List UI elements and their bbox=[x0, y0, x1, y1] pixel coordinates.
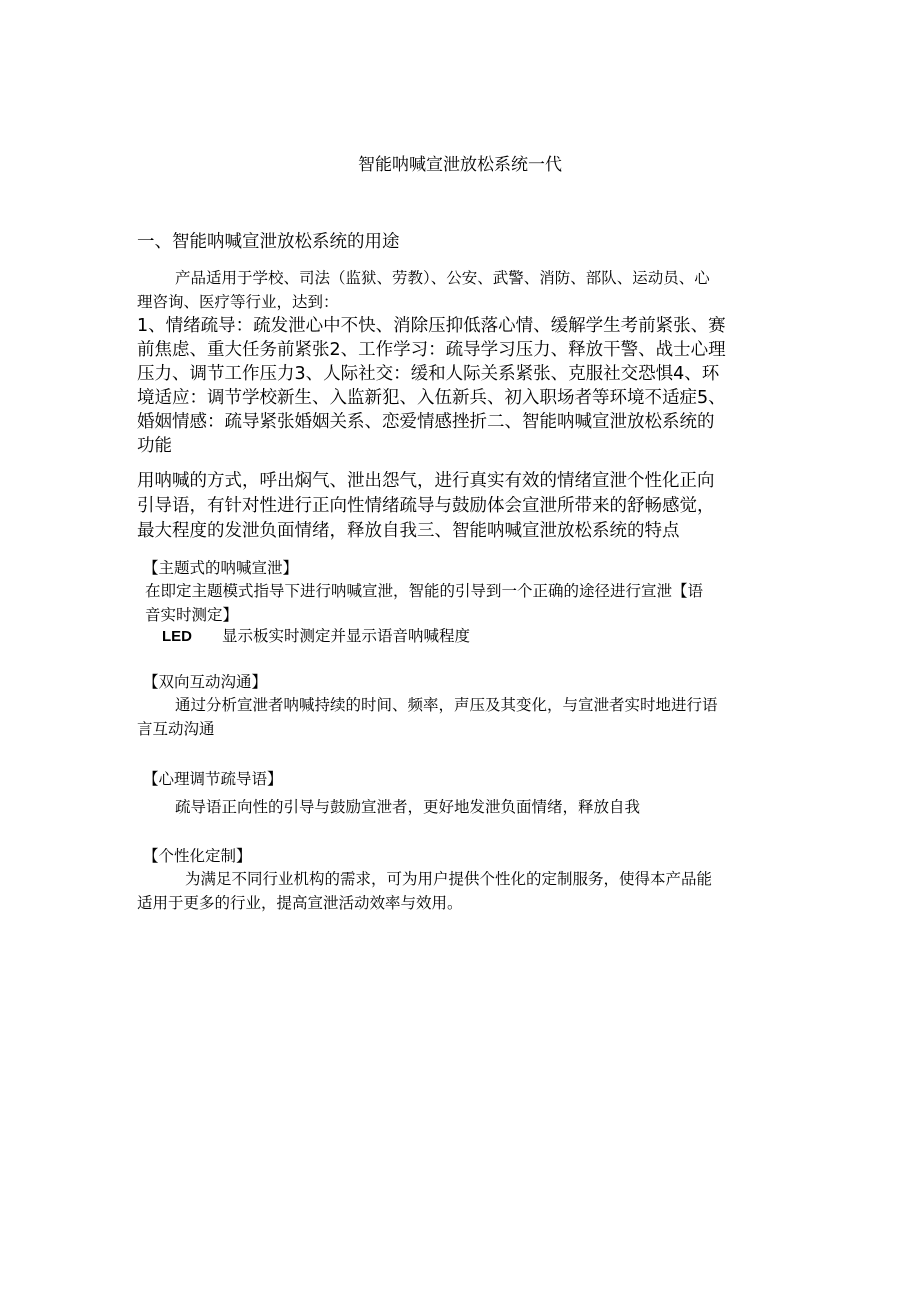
uses-line-2: 前焦虑、重大任务前紧张2、工作学习：疏导学习压力、释放干警、战士心理 bbox=[137, 340, 726, 360]
feature-interaction-heading: 【双向互动沟通】 bbox=[143, 673, 268, 691]
function-line-3: 最大程度的发泄负面情绪，释放自我三、智能呐喊宣泄放松系统的特点 bbox=[137, 521, 680, 541]
section1-uses bbox=[137, 314, 726, 458]
function-line-1: 用呐喊的方式，呼出焖气、泄出怨气，进行真实有效的情绪宣泄个性化正向 bbox=[137, 471, 715, 491]
uses-line-5: 婚姻情感：疏导紧张婚姻关系、恋爱情感挫折二、智能呐喊宣泄放松系统的 bbox=[137, 412, 715, 432]
feature-guidance-heading: 【心理调节疏导语】 bbox=[143, 770, 283, 788]
custom-line-2: 适用于更多的行业，提高宣泄活动效率与效用。 bbox=[137, 894, 463, 912]
function-text bbox=[137, 469, 715, 544]
feature-theme-heading: 【主题式的呐喊宣泄】 bbox=[143, 559, 299, 577]
interaction-line-2: 言互动沟通 bbox=[137, 720, 215, 738]
feature-interaction-text bbox=[137, 693, 718, 741]
led-text: 显示板实时测定并显示语音呐喊程度 bbox=[221, 627, 470, 645]
uses-line-6: 功能 bbox=[137, 436, 172, 456]
feature-theme-text bbox=[145, 579, 703, 627]
custom-line-1: 为满足不同行业机构的需求，可为用户提供个性化的定制服务，使得本产品能 bbox=[185, 870, 713, 888]
section1-heading: 一、智能呐喊宣泄放松系统的用途 bbox=[137, 232, 400, 252]
uses-line-1: 1、情绪疏导：疏发泄心中不快、消除压抑低落心情、缓解学生考前紧张、赛 bbox=[137, 316, 726, 336]
intro-line-1: 产品适用于学校、司法（监狱、劳教）、公安、武警、消防、部队、运动员、心 bbox=[175, 269, 710, 287]
interaction-line-1: 通过分析宣泄者呐喊持续的时间、频率，声压及其变化，与宣泄者实时地进行语 bbox=[175, 696, 718, 714]
feature-custom-text bbox=[137, 867, 712, 915]
uses-line-3: 压力、调节工作压力3、人际社交：缓和人际关系紧张、克服社交恐惧4、环 bbox=[137, 364, 720, 384]
theme-line-2: 音实时测定】 bbox=[145, 606, 239, 624]
feature-led-row bbox=[162, 624, 470, 649]
led-label: LED bbox=[162, 628, 192, 645]
document-title: 智能呐喊宣泄放松系统一代 bbox=[358, 155, 562, 175]
feature-custom-heading: 【个性化定制】 bbox=[143, 847, 252, 865]
theme-line-1: 在即定主题模式指导下进行呐喊宣泄，智能的引导到一个正确的途径进行宣泄【语 bbox=[145, 582, 704, 600]
intro-line-2: 理咨询、医疗等行业，达到： bbox=[137, 293, 339, 311]
uses-line-4: 境适应：调节学校新生、入监新犯、入伍新兵、初入职场者等环境不适症5、 bbox=[137, 388, 726, 408]
section1-intro bbox=[137, 266, 710, 314]
feature-guidance-text: 疏导语正向性的引导与鼓励宣泄者，更好地发泄负面情绪，释放自我 bbox=[175, 798, 641, 816]
function-line-2: 引导语，有针对性进行正向性情绪疏导与鼓励体会宣泄所带来的舒畅感觉， bbox=[137, 496, 715, 516]
